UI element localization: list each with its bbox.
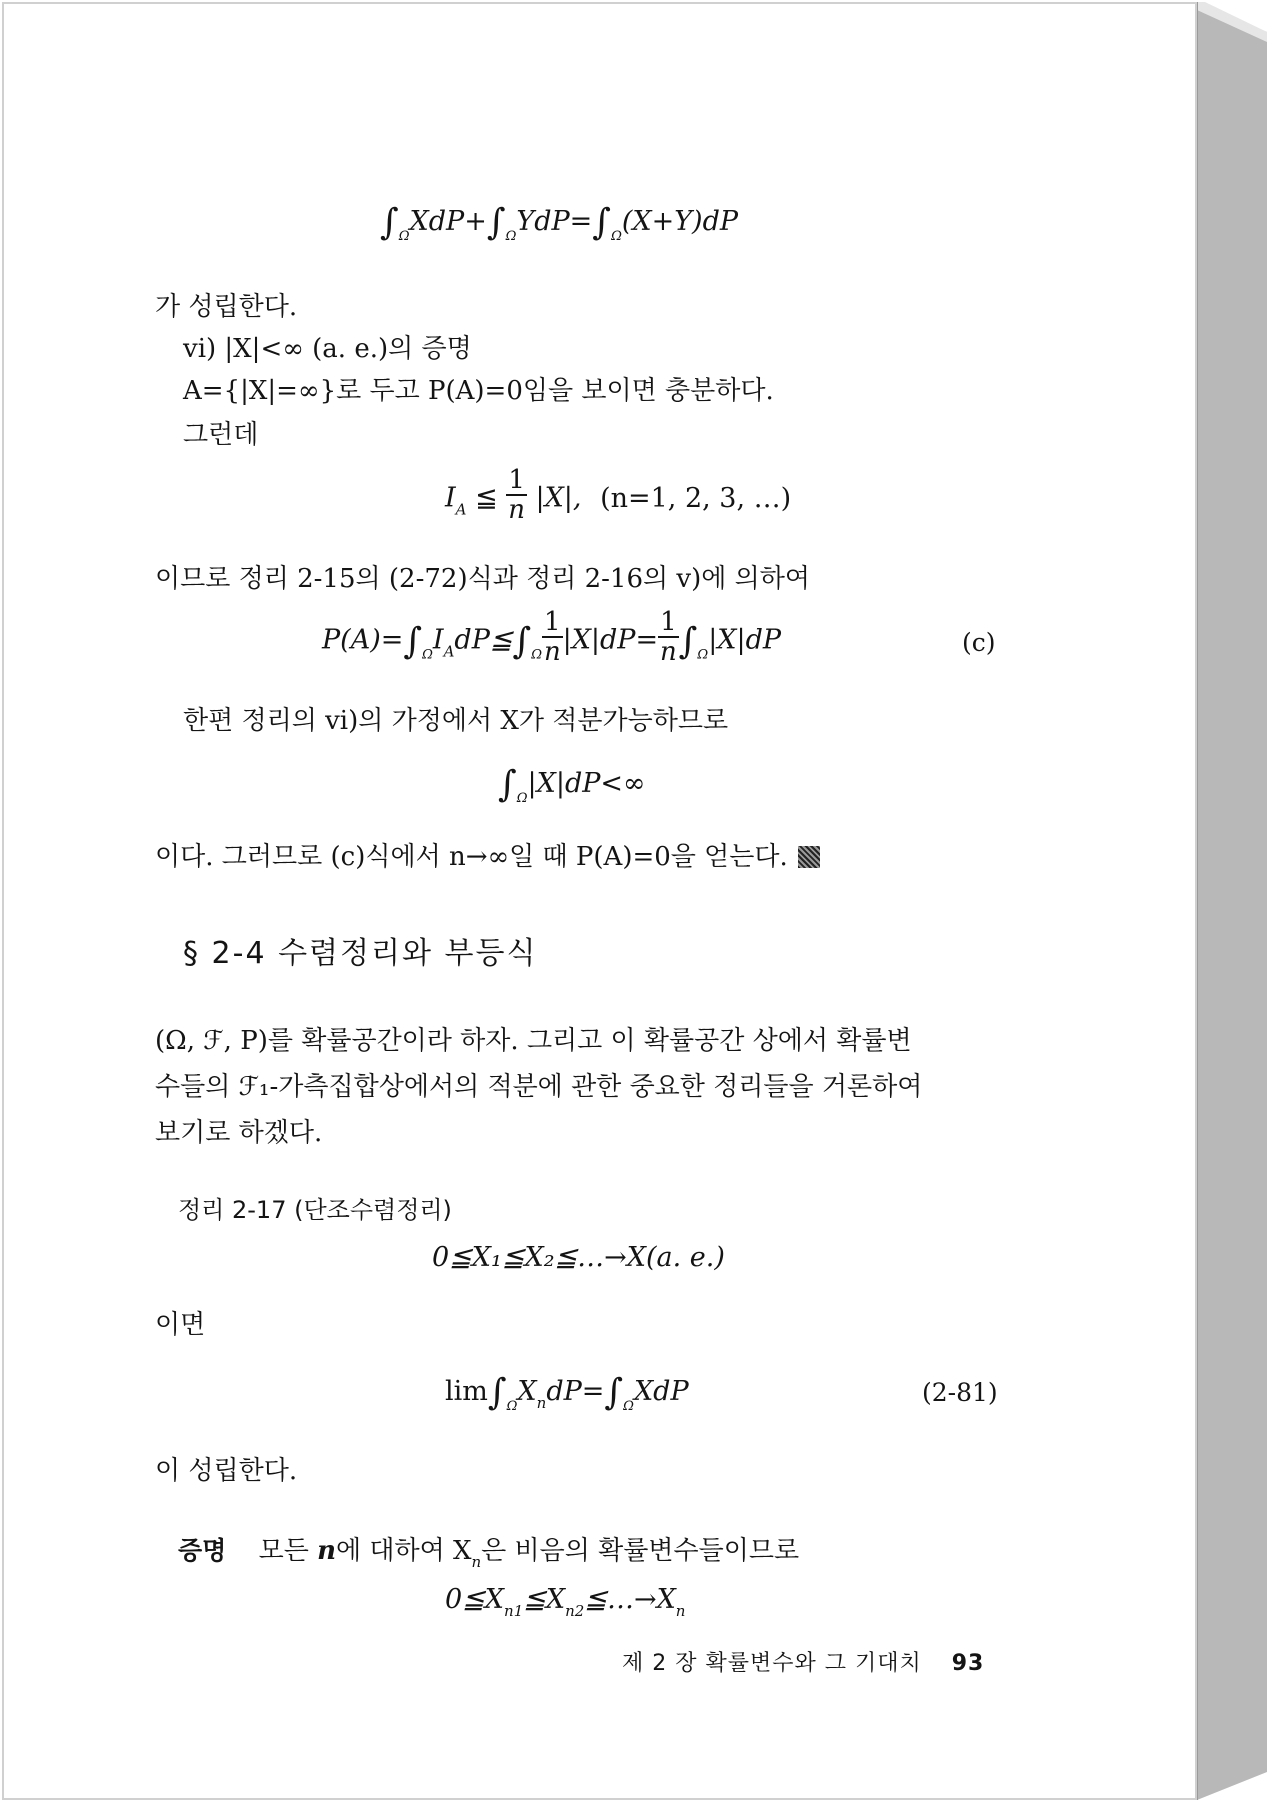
equation-finite-integral: $\int_\Omega|X|dP<\infty$ (498, 764, 646, 806)
paragraph-line-3: 보기로 하겠다. (155, 1118, 323, 1148)
proof-label: 증명 (178, 1536, 227, 1565)
equation-c: $P(A)=\int_\Omega I_AdP≦\int_\Omega$ $\frac{1}{n}$ |X|dP= $\frac{1}{n}$ $\int_\Omega|X|dP$ (322, 607, 782, 667)
equation-label-2-81: (2-81) (922, 1378, 998, 1407)
paragraph-line-2: 수들의 ℱ₁-가측집합상에서의 적분에 관한 중요한 정리들을 거론하여 (155, 1072, 923, 1102)
theorem-condition: 0≦X₁≦X₂≦…→X(a. e.) (432, 1242, 725, 1273)
page-number: 93 (951, 1651, 985, 1676)
equation-2-81: $\lim\int_\Omega X_ndP=\int_\Omega XdP$ (445, 1372, 689, 1414)
text-line-integrable: 한편 정리의 vi)의 가정에서 X가 적분가능하므로 (183, 706, 729, 736)
text-holds: 이 성립한다. (155, 1456, 298, 1486)
paragraph-line-1: (Ω, ℱ, P)를 확률공간이라 하자. 그리고 이 확률공간 상에서 확률변 (155, 1026, 912, 1056)
equation-label-c: (c) (962, 628, 996, 657)
qed-mark (798, 846, 820, 868)
text-line-by-theorems: 이므로 정리 2-15의 (2-72)식과 정리 2-16의 v)에 의하여 (155, 564, 810, 594)
text-line-conclusion: 이다. 그러므로 (c)식에서 n→∞일 때 P(A)=0을 얻는다. (155, 836, 820, 873)
text-line-holds: 가 성립한다. (155, 292, 298, 322)
text-line-set-a: A={|X|=∞}로 두고 P(A)=0임을 보이면 충분하다. (183, 376, 774, 406)
proof-sequence: $0≦X_{n1}≦X_{n2}≦\dots\to X_n$ (445, 1584, 686, 1620)
text-line-proof-vi: vi) |X|<∞ (a. e.)의 증명 (183, 334, 472, 364)
text-then: 이면 (155, 1310, 206, 1340)
section-heading: § 2-4 수렴정리와 부등식 (183, 936, 538, 971)
proof-line: 증명 모든 n에 대하여 $X_n$은 비음의 확률변수들이므로 (178, 1536, 800, 1571)
footer-chapter: 제 2 장 확률변수와 그 기대치 (622, 1651, 922, 1676)
page-edge-shadow (1197, 2, 1267, 1800)
running-footer (622, 1646, 984, 1677)
equation-indicator-bound: $I_A$ ≦ $\frac{1}{n}$ |X|, (n=1, 2, 3, …) (445, 465, 792, 525)
text-line-however: 그런데 (183, 420, 259, 450)
theorem-title: 정리 2-17 (단조수렴정리) (178, 1196, 452, 1224)
equation-integral-sum: $\int_\Omega XdP+\int_\Omega YdP=\int_\Omega(X+Y)dP$ (380, 202, 739, 244)
